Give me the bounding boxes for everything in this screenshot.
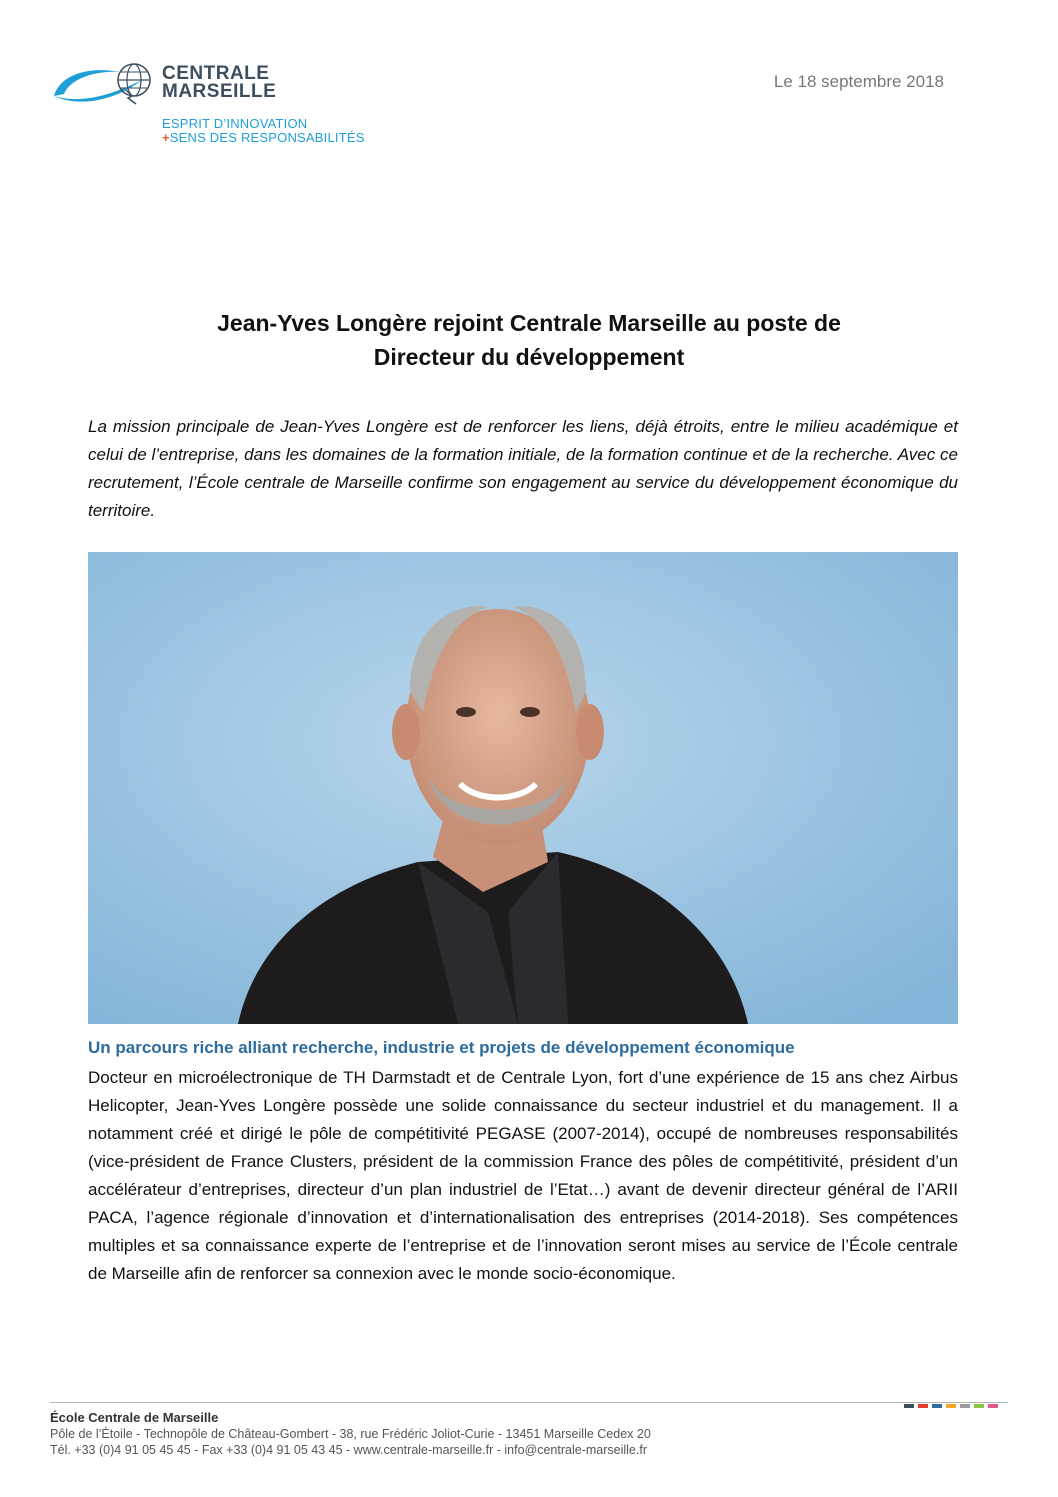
footer-swatch-1 bbox=[918, 1404, 928, 1408]
footer-address: Pôle de l’Étoile - Technopôle de Château-Gombert - 38, rue Frédéric Joliot-Curie - 13451 Marseille Cedex 20 bbox=[50, 1427, 651, 1441]
footer-swatch-5 bbox=[974, 1404, 984, 1408]
portrait-photo bbox=[88, 552, 958, 1024]
footer-swatch-3 bbox=[946, 1404, 956, 1408]
footer-divider bbox=[50, 1402, 1008, 1403]
intro-paragraph: La mission principale de Jean-Yves Longère est de renforcer les liens, déjà étroits, entre le milieu académique et celui de l’entreprise, dans les domaines de la formation initiale, de la formation continue et de la recherche. Avec ce recrutement, l’École centrale de Marseille confirme son engagement au service du développement économique du territoire. bbox=[88, 417, 958, 520]
logo-wordmark: CENTRALE MARSEILLE bbox=[162, 63, 277, 102]
page-title: Jean-Yves Longère rejoint Centrale Marseille au poste de Directeur du développement bbox=[217, 310, 841, 370]
footer-swatch-0 bbox=[904, 1404, 914, 1408]
footer-swatch-4 bbox=[960, 1404, 970, 1408]
centrale-marseille-logo bbox=[50, 60, 370, 150]
footer-institution-name: École Centrale de Marseille bbox=[50, 1410, 219, 1425]
logo-tagline-2: +SENS DES RESPONSABILITÉS bbox=[162, 130, 365, 145]
globe-swoosh-icon bbox=[50, 60, 160, 110]
document-date: Le 18 septembre 2018 bbox=[773, 72, 944, 91]
logo-tagline-1: ESPRIT D’INNOVATION bbox=[162, 116, 308, 131]
footer-color-swatches bbox=[904, 1404, 998, 1408]
footer-contact: Tél. +33 (0)4 91 05 45 45 - Fax +33 (0)4 91 05 43 45 - www.centrale-marseille.fr - info@centrale-marseille.fr bbox=[50, 1443, 647, 1457]
footer-swatch-6 bbox=[988, 1404, 998, 1408]
body-paragraph: Docteur en microélectronique de TH Darmstadt et de Centrale Lyon, fort d’une expérience de 15 ans chez Airbus Helicopter, Jean-Yves Longère possède une solide connaissance du secteur industriel et du management. Il a notamment créé et dirigé le pôle de compétitivité PEGASE (2007-2014), occupé de nombreuses responsabilités (vice-président de France Clusters, président de la commission France des pôles de compétitivité, président d’un accélérateur d’entreprises, directeur d’un plan industriel de l’Etat…) avant de devenir directeur général de l’ARII PACA, l’agence régionale d’innovation et d’internationalisation des entreprises (2014-2018). Ses compétences multiples et sa connaissance experte de l’entreprise et de l’innovation seront mises au service de l’École centrale de Marseille afin de renforcer sa connexion avec le monde socio-économique. bbox=[88, 1068, 958, 1283]
section-heading: Un parcours riche alliant recherche, industrie et projets de développement économique bbox=[88, 1038, 795, 1057]
footer-swatch-2 bbox=[932, 1404, 942, 1408]
portrait-image bbox=[88, 552, 958, 1024]
